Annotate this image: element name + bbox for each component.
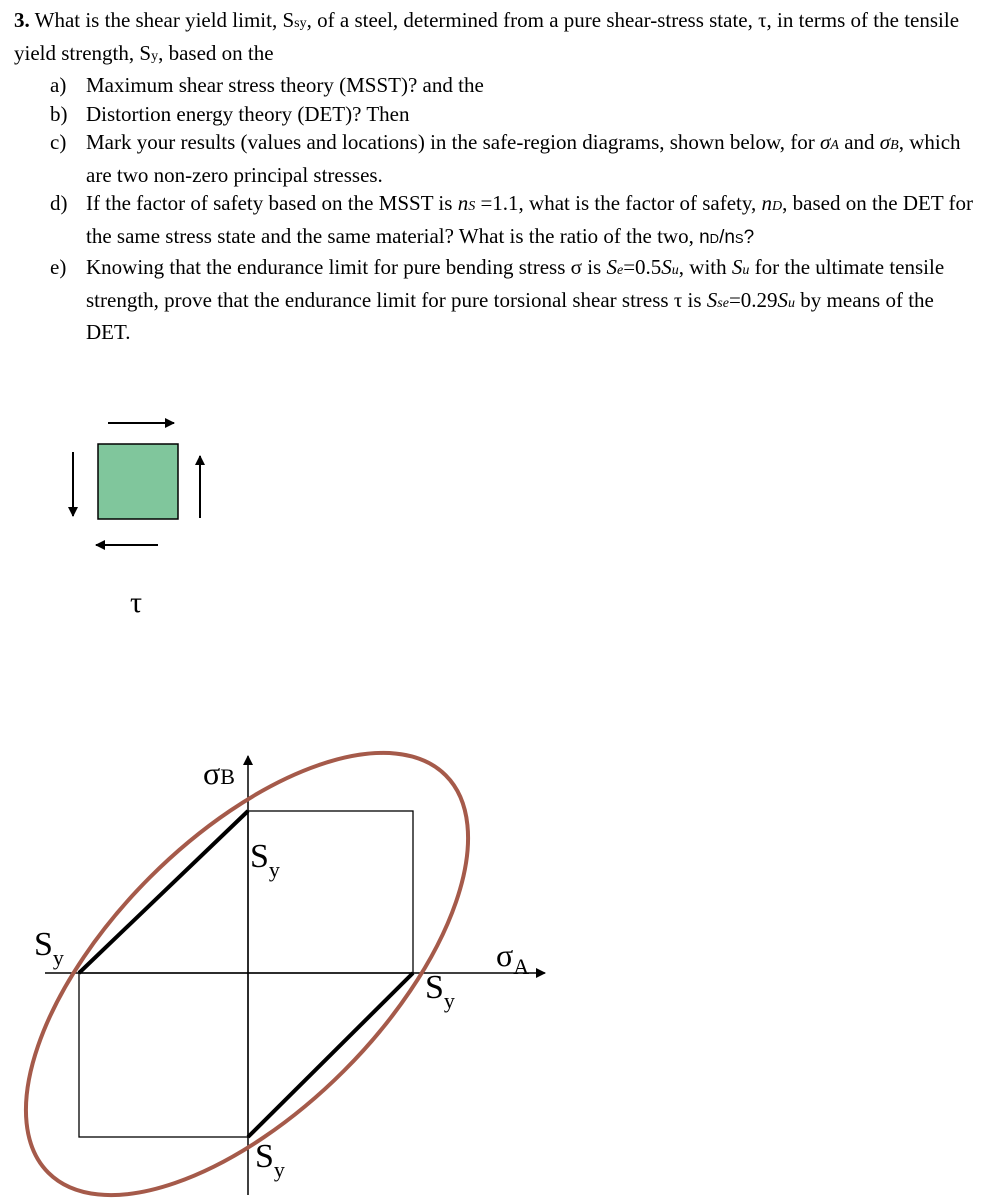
msst-square-q1 bbox=[248, 811, 413, 973]
sigma-b-symbol: σ bbox=[879, 130, 891, 154]
su-symbol: S bbox=[661, 255, 672, 279]
question-number: 3. bbox=[14, 8, 30, 32]
sigma-b-sub: B bbox=[220, 764, 235, 789]
stem-text-1: What is the shear yield limit, S bbox=[29, 8, 295, 32]
part-text: If the factor of safety based on the MSST is bbox=[86, 191, 458, 215]
part-text: and bbox=[838, 130, 880, 154]
det-ellipse bbox=[0, 678, 543, 1198]
nd-symbol: n bbox=[761, 191, 773, 215]
sigma-a-glyph: σ bbox=[496, 937, 514, 973]
sigma-b-label bbox=[203, 755, 235, 791]
part-marker: d) bbox=[50, 191, 68, 215]
sigma-a-sub: A bbox=[830, 138, 839, 153]
su-sub: u bbox=[671, 263, 679, 278]
sy-bottom-sub: y bbox=[273, 1157, 285, 1182]
sigma-a-sub: A bbox=[513, 954, 530, 979]
sy-label-top bbox=[250, 838, 280, 882]
ratio-n: n bbox=[699, 226, 710, 248]
stem-sub-sy: sy bbox=[294, 16, 307, 31]
ns-symbol: n bbox=[457, 191, 469, 215]
part-text: , based on the DET for the same stress state and the same material? What is the ratio of the two, bbox=[86, 191, 974, 248]
su-symbol: S bbox=[777, 287, 789, 312]
sy-label-right bbox=[425, 969, 455, 1013]
sy-left-s: S bbox=[34, 926, 53, 963]
sigma-a-label bbox=[496, 937, 529, 979]
part-text: , with bbox=[678, 255, 732, 279]
ratio-question: ? bbox=[743, 226, 755, 248]
nd-sub: D bbox=[772, 199, 783, 214]
part-text: by means of the DET. bbox=[86, 287, 934, 344]
ratio-sub-s: S bbox=[734, 230, 744, 246]
part-text: , which are two non-zero principal stresses. bbox=[86, 130, 961, 187]
se-value: =0.5 bbox=[623, 255, 662, 279]
ns-sub: S bbox=[468, 199, 476, 214]
msst-square-q3 bbox=[79, 973, 248, 1137]
su-sub: u bbox=[788, 295, 796, 311]
sy-right-s: S bbox=[425, 969, 444, 1006]
shear-element bbox=[73, 423, 200, 619]
msst-diagonal-q4 bbox=[248, 973, 413, 1137]
part-marker: c) bbox=[50, 130, 67, 154]
sy-label-left bbox=[34, 926, 64, 970]
ratio-sub-d: D bbox=[709, 230, 720, 246]
sy-right-sub: y bbox=[443, 988, 455, 1013]
sy-top-sub: y bbox=[268, 857, 280, 882]
se-sub: e bbox=[616, 263, 624, 278]
part-text: for the ultimate tensile strength, prove that the endurance limit for pure torsional shear stress τ is bbox=[86, 255, 945, 312]
sse-symbol: S bbox=[706, 287, 718, 312]
sy-top-s: S bbox=[250, 838, 269, 875]
part-text: Mark your results (values and locations) in the safe-region diagrams, shown below, for bbox=[86, 130, 821, 154]
msst-diagonal-q2 bbox=[79, 811, 248, 973]
part-text: Distortion energy theory (DET)? Then bbox=[86, 101, 410, 126]
safe-region-diagram bbox=[0, 678, 545, 1198]
stem-text-3: , based on the bbox=[158, 40, 274, 65]
part-marker: a) bbox=[50, 73, 67, 97]
shear-element-square bbox=[98, 444, 178, 519]
part-text: Knowing that the endurance limit for pure bending stress σ is bbox=[86, 255, 607, 279]
ratio-slash: /n bbox=[719, 226, 735, 248]
se-symbol: S bbox=[606, 255, 617, 279]
sy-bottom-s: S bbox=[255, 1138, 274, 1175]
sse-sub: se bbox=[717, 295, 729, 311]
sigma-a-symbol: σ bbox=[820, 130, 831, 154]
sigma-b-sub: B bbox=[890, 138, 899, 153]
sy-label-bottom bbox=[255, 1138, 285, 1182]
sy-left-sub: y bbox=[52, 945, 64, 970]
su-symbol: S bbox=[731, 255, 743, 279]
sigma-b-glyph: σ bbox=[203, 755, 221, 791]
stem-text-2: , of a steel, determined from a pure shear-stress state, τ, in terms of the tensile yield strength, S bbox=[14, 8, 960, 65]
ns-value: =1.1 bbox=[475, 191, 519, 215]
part-text: , what is the factor of safety, bbox=[518, 191, 762, 215]
part-text: Maximum shear stress theory (MSST)? and the bbox=[86, 73, 484, 97]
sse-value: =0.29 bbox=[728, 287, 778, 312]
stem-sub-y: y bbox=[151, 48, 159, 64]
part-marker: b) bbox=[50, 101, 68, 126]
tau-label: τ bbox=[130, 586, 143, 619]
part-marker: e) bbox=[50, 255, 67, 279]
su-sub: u bbox=[742, 263, 750, 278]
